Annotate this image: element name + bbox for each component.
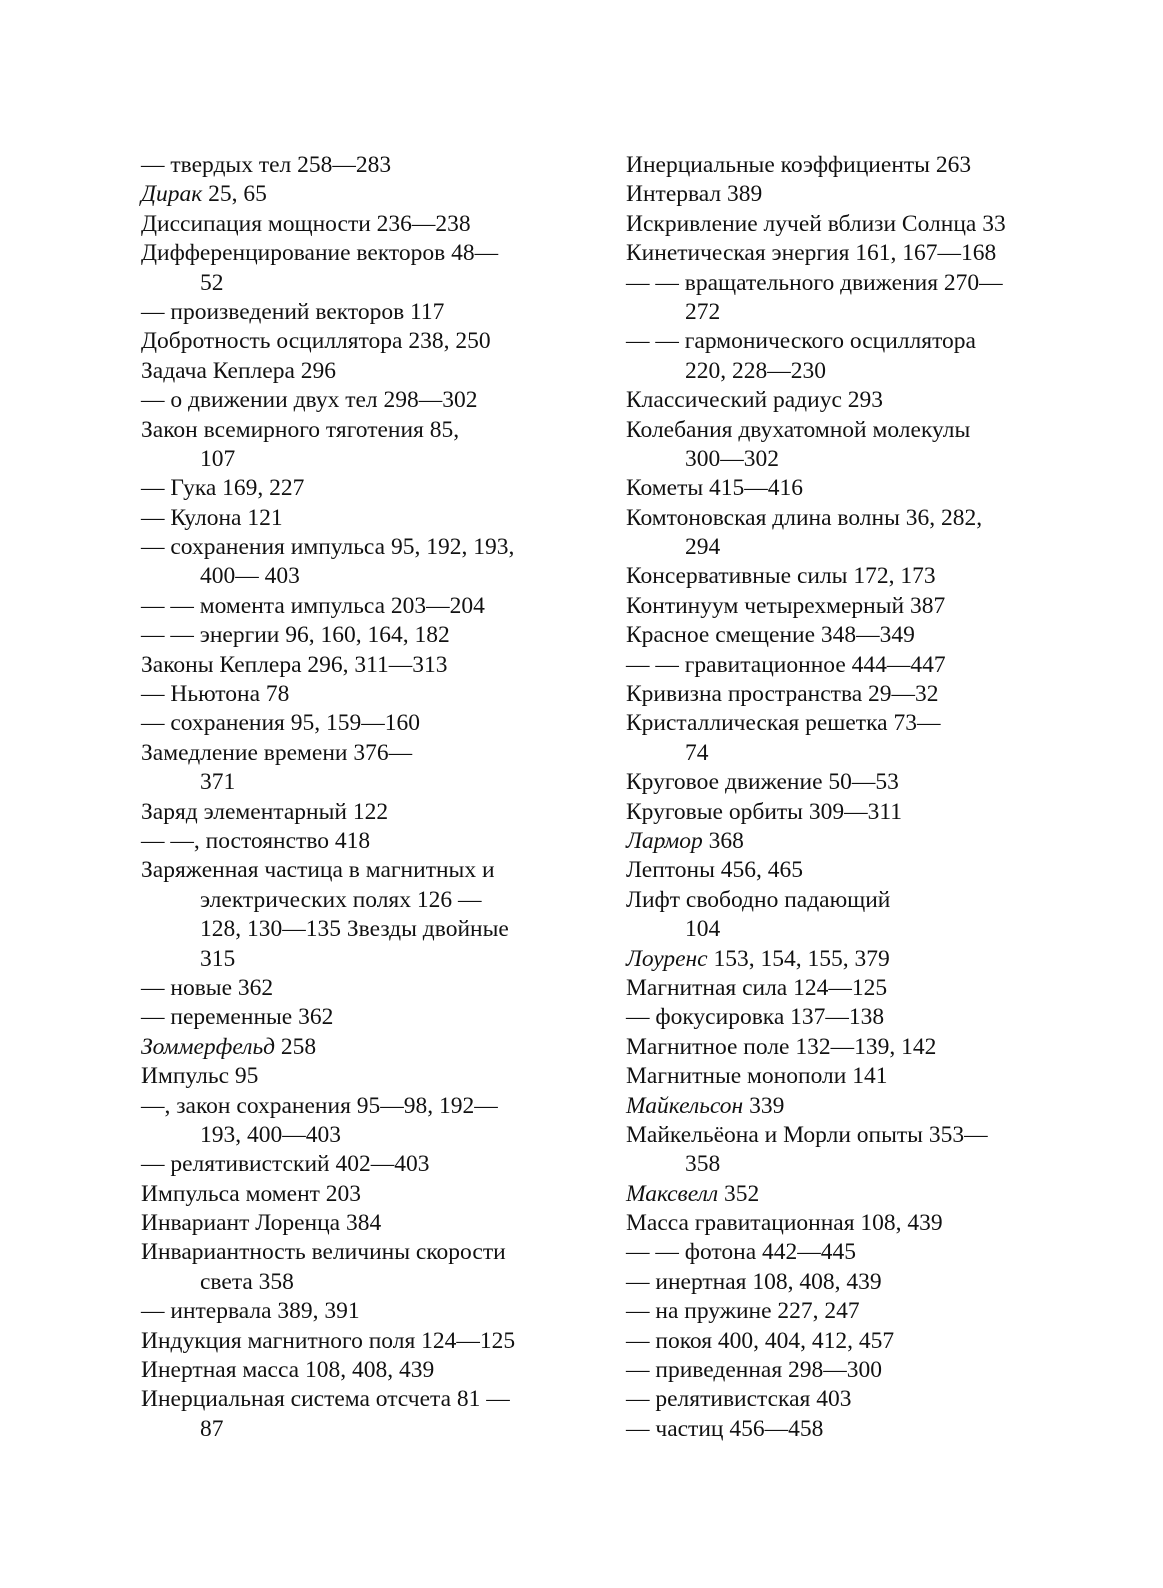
index-entry <box>626 239 1066 268</box>
index-entry-text: Искривление лучей вблизи Солнца 33 <box>626 210 1006 237</box>
index-entry <box>626 1238 1066 1267</box>
index-entry-text: Инертная масса 108, 408, 439 <box>141 1357 435 1384</box>
index-entry <box>141 739 581 768</box>
index-entry-name: Лармор <box>626 827 703 854</box>
index-entry-text: Заряд элементарный 122 <box>141 798 389 825</box>
index-entry-text: Кинетическая энергия 161, 167—168 <box>626 240 997 267</box>
index-entry-continuation <box>141 445 581 474</box>
index-entry-text: Майкельёона и Морли опыты 353— <box>626 1121 988 1148</box>
index-entry-text: — — вращательного движения 270— <box>626 269 1003 296</box>
index-entry-continuation <box>141 1415 581 1444</box>
index-entry-text: Магнитная сила 124—125 <box>626 974 888 1001</box>
index-entry <box>626 180 1066 209</box>
index-entry <box>626 474 1066 503</box>
index-entry <box>141 856 581 885</box>
index-entry-text: Закон всемирного тяготения 85, <box>141 416 460 443</box>
index-entry <box>626 856 1066 885</box>
index-entry <box>141 1062 581 1091</box>
index-entry <box>626 827 1066 856</box>
index-entry <box>141 1180 581 1209</box>
index-entry-text: Инвариант Лоренца 384 <box>141 1210 382 1237</box>
index-entry-text: Комтоновская длина волны 36, 282, <box>626 504 983 531</box>
index-entry-text: Добротность осциллятора 238, 250 <box>141 328 491 355</box>
index-entry <box>141 974 581 1003</box>
index-entry <box>626 269 1066 298</box>
index-entry-text: Кометы 415—416 <box>626 475 804 502</box>
index-entry-text: Импульс 95 <box>141 1063 259 1090</box>
index-entry-pages: 339 <box>743 1092 785 1119</box>
index-entry-continuation <box>626 1150 1066 1179</box>
index-entry <box>141 592 581 621</box>
index-entry-text: Масса гравитационная 108, 439 <box>626 1210 943 1237</box>
index-entry-text: Магнитные монополи 141 <box>626 1063 888 1090</box>
index-entry <box>141 386 581 415</box>
index-entry <box>626 1180 1066 1209</box>
index-entry <box>141 827 581 856</box>
index-entry-name: Майкельсон <box>626 1092 744 1119</box>
index-entry <box>141 1209 581 1238</box>
index-entry <box>626 1415 1066 1444</box>
index-entry <box>141 357 581 386</box>
index-entry-text: 315 <box>200 945 236 972</box>
index-entry-pages: 153, 154, 155, 379 <box>707 945 890 972</box>
index-entry-text: Классический радиус 293 <box>626 387 883 414</box>
index-entry-text: — на пружине 227, 247 <box>626 1298 860 1325</box>
index-entry-text: 294 <box>685 534 721 561</box>
index-entry <box>626 651 1066 680</box>
index-entry <box>626 621 1066 650</box>
index-entry <box>626 709 1066 738</box>
index-entry <box>626 1297 1066 1326</box>
index-entry-text: — Гука 169, 227 <box>141 475 305 502</box>
index-entry-text: — фокусировка 137—138 <box>626 1004 885 1031</box>
index-entry-text: Красное смещение 348—349 <box>626 622 915 649</box>
index-entry-text: — — гравитационное 444—447 <box>626 651 946 678</box>
index-entry <box>626 1268 1066 1297</box>
index-entry-text: Круговые орбиты 309—311 <box>626 798 902 825</box>
index-entry <box>141 621 581 650</box>
index-entry-continuation <box>141 768 581 797</box>
index-entry <box>626 1356 1066 1385</box>
index-entry-text: — переменные 362 <box>141 1004 334 1031</box>
index-entry-text: Магнитное поле 132—139, 142 <box>626 1033 937 1060</box>
index-entry-text: 300—302 <box>685 445 779 472</box>
index-entry-text: Континуум четырехмерный 387 <box>626 592 946 619</box>
index-entry <box>626 416 1066 445</box>
index-entry <box>626 504 1066 533</box>
index-entry-continuation <box>141 562 581 591</box>
index-entry-text: — инертная 108, 408, 439 <box>626 1268 882 1295</box>
index-entry-continuation <box>141 945 581 974</box>
index-entry-text: 371 <box>200 769 236 796</box>
index-entry <box>626 592 1066 621</box>
index-entry-text: — твердых тел 258—283 <box>141 152 392 178</box>
index-entry-text: 52 <box>200 269 224 296</box>
index-entry-text: 74 <box>685 739 709 766</box>
index-entry <box>626 1327 1066 1356</box>
index-entry-text: Инерциальная система отсчета 81 — <box>141 1386 510 1413</box>
index-entry-text: Кривизна пространства 29—32 <box>626 681 939 708</box>
index-entry-text: — о движении двух тел 298—302 <box>141 387 478 414</box>
index-entry-continuation <box>141 1268 581 1297</box>
index-entry-continuation <box>626 533 1066 562</box>
index-entry-text: электрических полях 126 — <box>200 886 482 913</box>
index-entry <box>626 210 1066 239</box>
index-entry-text: — новые 362 <box>141 974 274 1001</box>
index-column-right <box>626 151 1066 1444</box>
index-entry <box>626 886 1066 915</box>
index-entry-text: Заряженная частица в магнитных и <box>141 857 495 884</box>
index-entry-name: Максвелл <box>626 1180 719 1207</box>
index-entry-text: — Кулона 121 <box>141 504 283 531</box>
index-entry-text: 220, 228—230 <box>685 357 826 384</box>
index-entry-continuation <box>626 445 1066 474</box>
index-entry <box>141 1356 581 1385</box>
index-entry <box>141 680 581 709</box>
index-entry-text: — — энергии 96, 160, 164, 182 <box>141 622 450 649</box>
index-entry-pages: 258 <box>275 1033 317 1060</box>
index-entry-text: 107 <box>200 445 236 472</box>
index-entry-text: 272 <box>685 298 721 325</box>
index-entry <box>141 151 581 180</box>
index-entry-text: 400— 403 <box>200 563 300 590</box>
index-entry-text: — интервала 389, 391 <box>141 1298 360 1325</box>
index-entry <box>141 1238 581 1267</box>
index-entry-continuation <box>626 739 1066 768</box>
index-entry <box>626 1121 1066 1150</box>
index-entry <box>141 1297 581 1326</box>
index-entry-pages: 352 <box>718 1180 760 1207</box>
index-entry-text: Индукция магнитного поля 124—125 <box>141 1327 516 1354</box>
index-entry-text: Консервативные силы 172, 173 <box>626 563 936 590</box>
index-entry-text: Законы Кеплера 296, 311—313 <box>141 651 448 678</box>
index-entry <box>626 386 1066 415</box>
index-entry <box>626 945 1066 974</box>
index-entry-name: Зоммерфельд <box>141 1033 276 1060</box>
index-entry-text: Диссипация мощности 236—238 <box>141 210 471 237</box>
index-entry-continuation <box>626 357 1066 386</box>
index-entry <box>626 974 1066 1003</box>
index-entry-text: 104 <box>685 916 721 943</box>
index-entry <box>141 1033 581 1062</box>
index-entry <box>141 1327 581 1356</box>
index-entry-text: — частиц 456—458 <box>626 1415 824 1442</box>
index-entry-text: — — гармонического осциллятора <box>626 328 976 355</box>
index-entry-text: — приведенная 298—300 <box>626 1357 883 1384</box>
index-entry-name: Лоуренс <box>626 945 708 972</box>
index-entry-text: — — фотона 442—445 <box>626 1239 857 1266</box>
index-entry <box>141 1385 581 1414</box>
index-entry <box>141 504 581 533</box>
index-entry-text: Задача Кеплера 296 <box>141 357 337 384</box>
index-entry-text: Лифт свободно падающий <box>626 886 891 913</box>
index-entry-pages: 368 <box>702 827 744 854</box>
index-entry-text: — сохранения импульса 95, 192, 193, <box>141 534 515 561</box>
index-entry <box>141 533 581 562</box>
index-entry-text: Интервал 389 <box>626 181 763 208</box>
index-entry-continuation <box>141 269 581 298</box>
index-entry-text: Замедление времени 376— <box>141 739 413 766</box>
index-entry <box>626 798 1066 827</box>
index-entry-text: — —, постоянство 418 <box>141 827 371 854</box>
index-entry-text: —, закон сохранения 95—98, 192— <box>141 1092 498 1119</box>
index-entry-text: 358 <box>685 1151 721 1178</box>
index-entry-text: — произведений векторов 117 <box>141 298 445 325</box>
index-entry <box>626 327 1066 356</box>
index-entry-text: Инвариантность величины скорости <box>141 1239 506 1266</box>
index-entry <box>141 798 581 827</box>
index-entry-text: Круговое движение 50—53 <box>626 769 899 796</box>
index-entry <box>141 416 581 445</box>
index-entry-text: Инерциальные коэффициенты 263 <box>626 152 972 178</box>
index-entry-text: — Ньютона 78 <box>141 681 290 708</box>
index-entry-text: Колебания двухатомной молекулы <box>626 416 971 443</box>
index-entry-name: Дирак <box>141 181 203 208</box>
index-entry-continuation <box>626 298 1066 327</box>
index-entry <box>141 1003 581 1032</box>
index-entry-continuation <box>141 886 581 915</box>
index-entry <box>141 1092 581 1121</box>
index-entry-text: — покоя 400, 404, 412, 457 <box>626 1327 895 1354</box>
index-entry <box>626 1062 1066 1091</box>
index-entry-continuation <box>141 1121 581 1150</box>
index-entry-text: 87 <box>200 1415 224 1442</box>
index-entry <box>626 1209 1066 1238</box>
index-entry <box>141 327 581 356</box>
index-entry-text: Кристаллическая решетка 73— <box>626 710 941 737</box>
index-entry <box>141 1150 581 1179</box>
index-entry <box>626 1092 1066 1121</box>
index-entry <box>141 651 581 680</box>
index-entry <box>141 709 581 738</box>
index-entry <box>141 239 581 268</box>
index-entry-text: света 358 <box>200 1268 294 1295</box>
index-entry <box>626 562 1066 591</box>
index-entry <box>626 768 1066 797</box>
index-entry <box>626 151 1066 180</box>
index-entry <box>626 680 1066 709</box>
index-entry <box>626 1033 1066 1062</box>
index-entry <box>626 1003 1066 1032</box>
index-entry-text: — — момента импульса 203—204 <box>141 592 485 619</box>
index-entry-text: Дифференцирование векторов 48— <box>141 240 499 267</box>
index-entry-text: — релятивистская 403 <box>626 1386 852 1413</box>
index-entry <box>141 210 581 239</box>
index-entry <box>141 298 581 327</box>
index-entry-text: 193, 400—403 <box>200 1121 341 1148</box>
index-entry-continuation <box>626 915 1066 944</box>
index-entry <box>141 474 581 503</box>
index-column-left <box>141 151 581 1444</box>
index-entry <box>141 180 581 209</box>
index-entry-text: Лептоны 456, 465 <box>626 857 803 884</box>
index-entry-pages: 25, 65 <box>202 181 267 208</box>
index-entry-text: — релятивистский 402—403 <box>141 1151 430 1178</box>
index-entry-continuation <box>141 915 581 944</box>
index-entry-text: 128, 130—135 Звезды двойные <box>200 916 509 943</box>
index-entry-text: Импульса момент 203 <box>141 1180 362 1207</box>
index-entry-text: — сохранения 95, 159—160 <box>141 710 420 737</box>
index-entry <box>626 1385 1066 1414</box>
